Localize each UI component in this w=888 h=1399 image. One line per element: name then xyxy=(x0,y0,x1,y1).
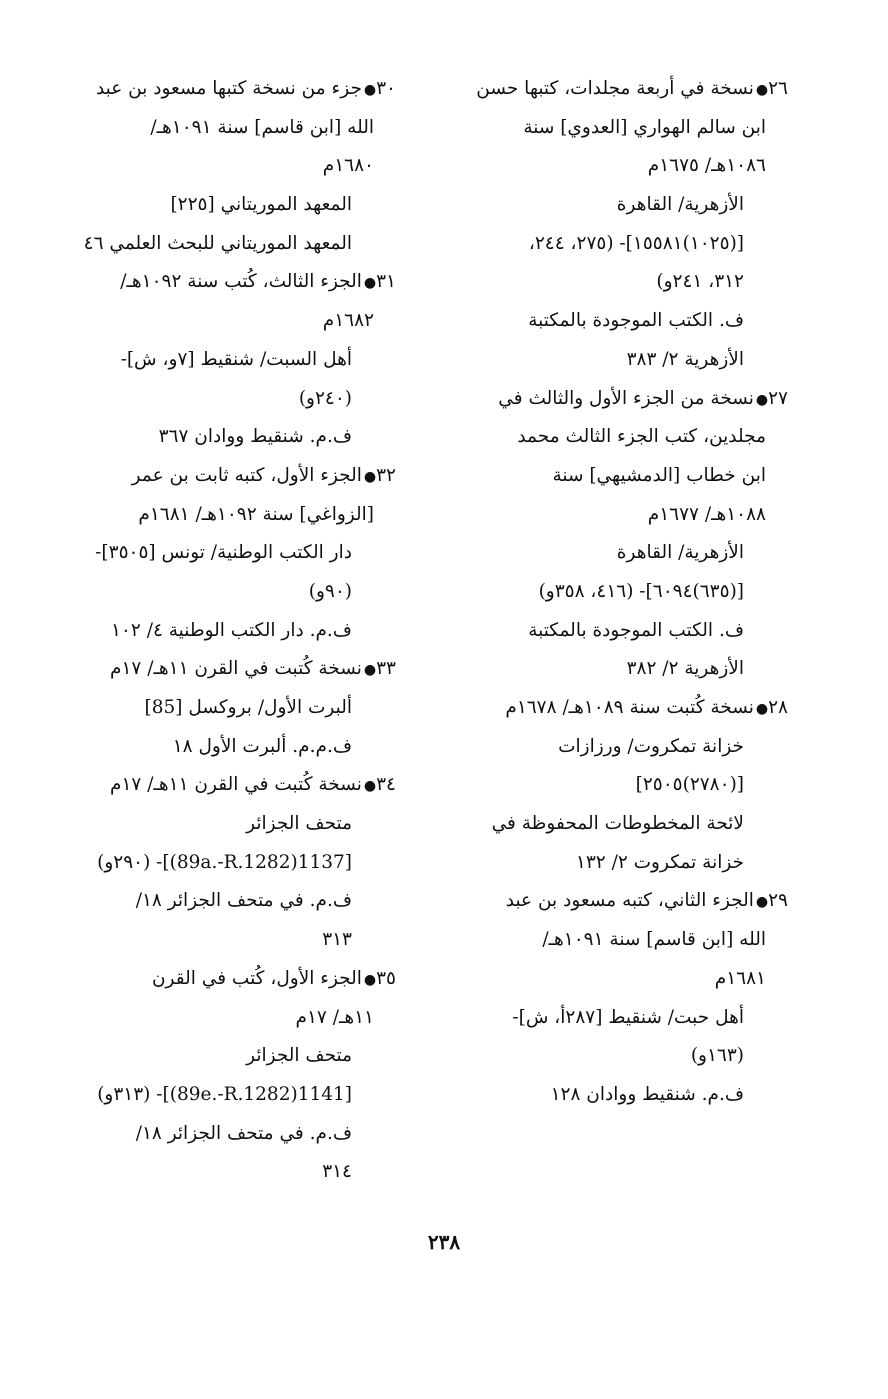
entry-detail-line: ف.م.م. ألبرت الأول ١٨ xyxy=(172,735,352,757)
entry-text: نسخة في أربعة مجلدات، كتبها حسن xyxy=(476,78,754,99)
entry-text: نسخة كُتبت سنة ١٠٨٩هـ/ ١٦٧٨م xyxy=(505,697,754,718)
entry-detail-line: (٩٠و) xyxy=(308,580,352,602)
entry-detail-line: الله [ابن قاسم] سنة ١٠٩١هـ/ xyxy=(542,929,766,951)
entry-detail-line: أهل السبت/ شنقيط [٧و، ش]- xyxy=(120,348,352,370)
entry-detail-line: ١٦٨١م xyxy=(714,967,766,989)
entry-detail-line: لائحة المخطوطات المحفوظة في xyxy=(491,813,744,835)
entry-heading-line xyxy=(443,380,788,419)
entry-heading-line xyxy=(51,960,396,999)
entry-heading-line xyxy=(443,882,788,921)
entry-heading-line xyxy=(51,263,396,302)
entry-detail-line: (٢٤٠و) xyxy=(298,387,352,409)
entry-detail-line: ٣١٤ xyxy=(322,1161,352,1183)
entry-number: ٣٣ xyxy=(376,658,396,680)
entry-detail-line: ٣١٣ xyxy=(322,929,352,951)
page-number: ٢٣٨ xyxy=(427,1230,461,1254)
entry-detail-line: ابن خطاب [الدمشيهي] سنة xyxy=(552,464,766,486)
entry-heading-line xyxy=(443,689,788,728)
entry-number: ٢٨ xyxy=(768,697,788,718)
entry-detail-line: الأزهرية ٢/ ٣٨٢ xyxy=(626,658,744,680)
entry-heading-line xyxy=(51,457,396,496)
bullet-icon: ● xyxy=(755,82,769,98)
bullet-icon: ● xyxy=(363,662,377,679)
entry-detail-line: [(١٠٢٥)١٥٥٨١]- (٢٧٥، ٢٤٤، xyxy=(528,232,744,254)
entry-number: ٢٩ xyxy=(768,890,788,912)
entry-text: جزء من نسخة كتبها مسعود بن عبد xyxy=(95,78,362,99)
entry-detail-line: متحف الجزائر xyxy=(246,1045,352,1067)
bullet-icon: ● xyxy=(363,82,377,98)
entry-detail-line: خزانة تمكروت/ ورزازات xyxy=(558,735,744,757)
entry-detail-line: [الزواغي] سنة ١٠٩٢هـ/ ١٦٨١م xyxy=(138,503,374,525)
entry-text: الجزء الثالث، كُتب سنة ١٠٩٢هـ/ xyxy=(120,271,362,293)
bullet-icon: ● xyxy=(363,971,377,988)
entry-detail-line: ف.م. في متحف الجزائر ١٨/ xyxy=(135,1122,352,1144)
entry-detail-line: [1141(89e.-R.1282)]- (٣١٣و) xyxy=(97,1083,352,1105)
entry-detail-line: [(٢٧٨٠)٢٥٠٥] xyxy=(635,774,744,796)
entry-detail-line: الأزهرية ٢/ ٣٨٣ xyxy=(626,348,744,370)
entry-number: ٢٦ xyxy=(768,78,788,99)
entry-detail-line: ف.م. شنقيط ووادان ١٢٨ xyxy=(550,1083,744,1105)
entry-detail-line: المعهد الموريتاني [٢٢٥] xyxy=(170,194,352,216)
entry-detail-line: ف.م. شنقيط ووادان ٣٦٧ xyxy=(158,426,352,448)
entry-detail-line: ١٠٨٨هـ/ ١٦٧٧م xyxy=(647,503,766,525)
entry-detail-line: ١٦٨٢م xyxy=(322,310,374,332)
entry-number: ٣٥ xyxy=(376,967,396,989)
entry-text: الجزء الأول، كُتب في القرن xyxy=(151,967,362,989)
entry-detail-line: ١١هـ/ ١٧م xyxy=(295,1006,374,1028)
entry-heading-line xyxy=(51,766,396,805)
entry-detail-line: ف. الكتب الموجودة بالمكتبة xyxy=(528,310,744,332)
entry-detail-line: الله [ابن قاسم] سنة ١٠٩١هـ/ xyxy=(150,116,374,138)
entry-number: ٣٠ xyxy=(376,78,396,99)
left-column xyxy=(51,70,396,1192)
entry-detail-line: [(٦٣٥)٦٠٩٤]- (٤١٦، ٣٥٨و) xyxy=(538,580,744,602)
entry-detail-line: ف.م. دار الكتب الوطنية ٤/ ١٠٢ xyxy=(111,619,352,641)
entry-detail-line: ابن سالم الهواري [العدوي] سنة xyxy=(523,116,766,138)
entry-heading-line xyxy=(51,650,396,689)
entry-detail-line: ف. الكتب الموجودة بالمكتبة xyxy=(528,619,744,641)
entry-text: نسخة كُتبت في القرن ١١هـ/ ١٧م xyxy=(110,658,362,680)
entry-number: ٣١ xyxy=(376,271,396,293)
bullet-icon: ● xyxy=(755,391,769,408)
entry-detail-line: ١٠٨٦هـ/ ١٦٧٥م xyxy=(647,155,766,177)
entry-detail-line: أهل حبت/ شنقيط [٢٨٧أ، ش]- xyxy=(512,1006,744,1028)
entry-detail-line: ألبرت الأول/ بروكسل [85] xyxy=(144,697,352,718)
entry-number: ٣٢ xyxy=(376,464,396,486)
entry-heading-line xyxy=(443,70,788,109)
entry-detail-line: المعهد الموريتاني للبحث العلمي ٤٦ xyxy=(83,232,352,254)
entry-detail-line: [1137(89a.-R.1282)]- (٢٩٠و) xyxy=(97,851,352,873)
bullet-icon: ● xyxy=(363,778,377,795)
entry-heading-line xyxy=(51,70,396,109)
entry-text: الجزء الأول، كتبه ثابت بن عمر xyxy=(131,464,362,486)
entry-detail-line: متحف الجزائر xyxy=(246,813,352,835)
right-column xyxy=(443,70,788,1115)
entry-text: نسخة كُتبت في القرن ١١هـ/ ١٧م xyxy=(110,774,362,796)
entry-number: ٢٧ xyxy=(768,387,788,409)
entry-text: الجزء الثاني، كتبه مسعود بن عبد xyxy=(505,890,754,912)
entry-detail-line: (١٦٣و) xyxy=(690,1045,744,1067)
bullet-icon: ● xyxy=(755,894,769,911)
entry-detail-line: الأزهرية/ القاهرة xyxy=(616,194,744,216)
entry-text: نسخة من الجزء الأول والثالث في xyxy=(498,387,754,409)
bullet-icon: ● xyxy=(363,468,377,485)
entry-detail-line: الأزهرية/ القاهرة xyxy=(616,542,744,564)
entry-detail-line: خزانة تمكروت ٢/ ١٣٢ xyxy=(575,851,744,873)
entry-detail-line: دار الكتب الوطنية/ تونس [٣٥٠٥]- xyxy=(95,542,352,564)
entry-detail-line: مجلدين، كتب الجزء الثالث محمد xyxy=(517,426,766,448)
entry-detail-line: ف.م. في متحف الجزائر ١٨/ xyxy=(135,890,352,912)
entry-number: ٣٤ xyxy=(376,774,396,796)
bullet-icon: ● xyxy=(363,275,377,292)
bullet-icon: ● xyxy=(755,701,769,717)
entry-detail-line: ١٦٨٠م xyxy=(322,155,374,177)
entry-detail-line: ٣١٢، ٢٤١و) xyxy=(656,271,744,293)
